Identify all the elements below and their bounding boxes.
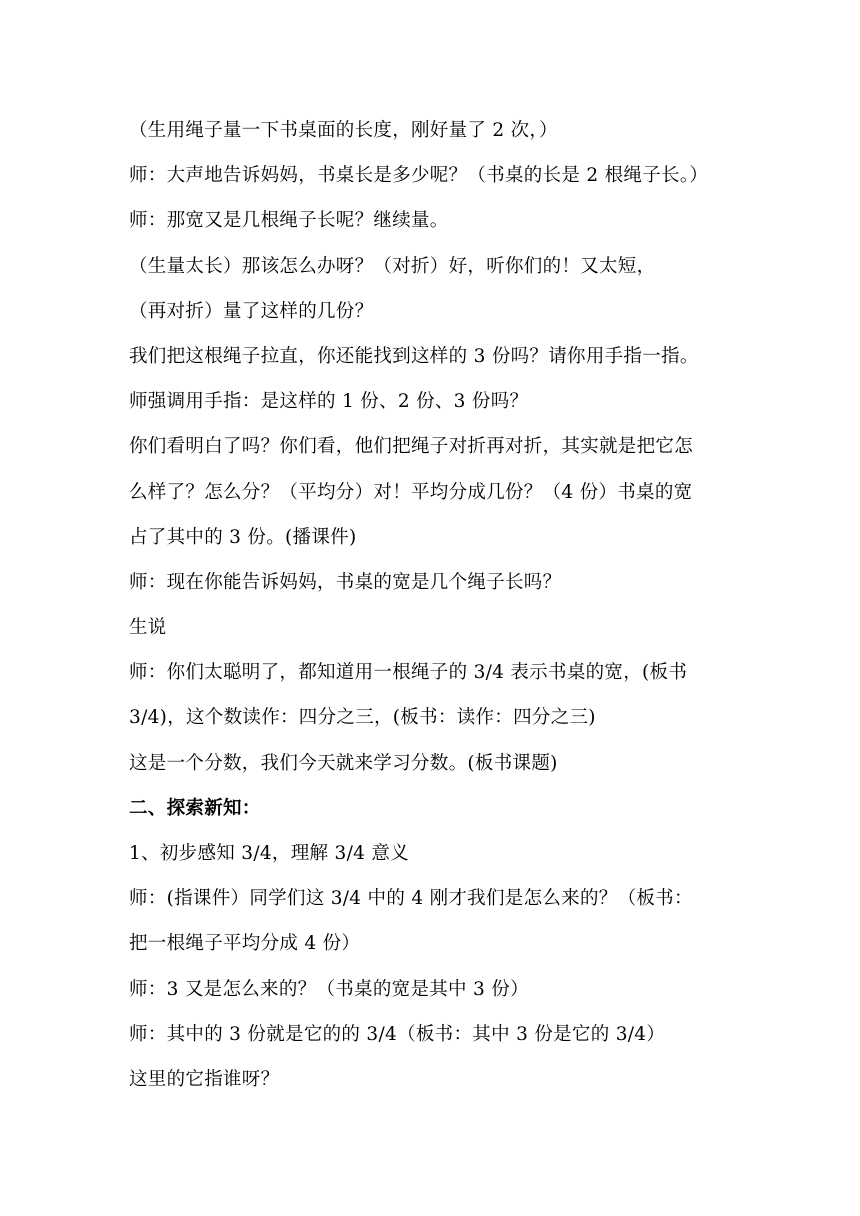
text-line: 师：大声地告诉妈妈，书桌长是多少呢？（书桌的长是 2 根绳子长。） (129, 165, 709, 187)
text-line: 1、初步感知 3/4，理解 3/4 意义 (129, 843, 409, 864)
document-page (129, 108, 739, 1102)
text-line: 把一根绳子平均分成 4 份） (129, 933, 361, 955)
text-line: 么样了？怎么分？（平均分）对！平均分成几份？（4 份）书桌的宽 (129, 481, 693, 503)
text-line: 师：你们太聪明了，都知道用一根绳子的 3/4 表示书桌的宽，(板书 (129, 662, 688, 684)
text-line: 占了其中的 3 份。(播课件) (129, 526, 357, 548)
text-line: 你们看明白了吗？你们看，他们把绳子对折再对折，其实就是把它怎 (129, 436, 694, 458)
text-line: 师：其中的 3 份就是它的的 3/4（板书：其中 3 份是它的 3/4） (129, 1023, 666, 1045)
text-line: 我们把这根绳子拉直，你还能找到这样的 3 份吗？请你用手指一指。 (129, 345, 699, 367)
text-line: 师：3 又是怎么来的？（书桌的宽是其中 3 份） (129, 978, 529, 1000)
text-line: 生说 (129, 617, 167, 639)
text-line: 这是一个分数，我们今天就来学习分数。(板书课题) (129, 752, 558, 774)
text-line: （再对折）量了这样的几份？ (129, 300, 374, 322)
text-line: （生用绳子量一下书桌面的长度，刚好量了 2 次，） (129, 120, 558, 141)
text-line: （生量太长）那该怎么办呀？（对折）好，听你们的！又太短， (129, 255, 656, 277)
text-line: 师：现在你能告诉妈妈，书桌的宽是几个绳子长吗？ (129, 571, 562, 593)
text-line: 师：(指课件）同学们这 3/4 中的 4 刚才我们是怎么来的？（板书： (129, 888, 693, 910)
text-line: 师强调用手指：是这样的 1 份、2 份、3 份吗？ (129, 391, 529, 413)
section-heading: 二、探索新知： (129, 797, 261, 819)
text-line: 这里的它指谁呀？ (129, 1068, 280, 1090)
text-line: 师：那宽又是几根绳子长呢？继续量。 (129, 210, 449, 232)
text-line: 3/4)，这个数读作：四分之三，(板书：读作：四分之三) (129, 707, 596, 729)
